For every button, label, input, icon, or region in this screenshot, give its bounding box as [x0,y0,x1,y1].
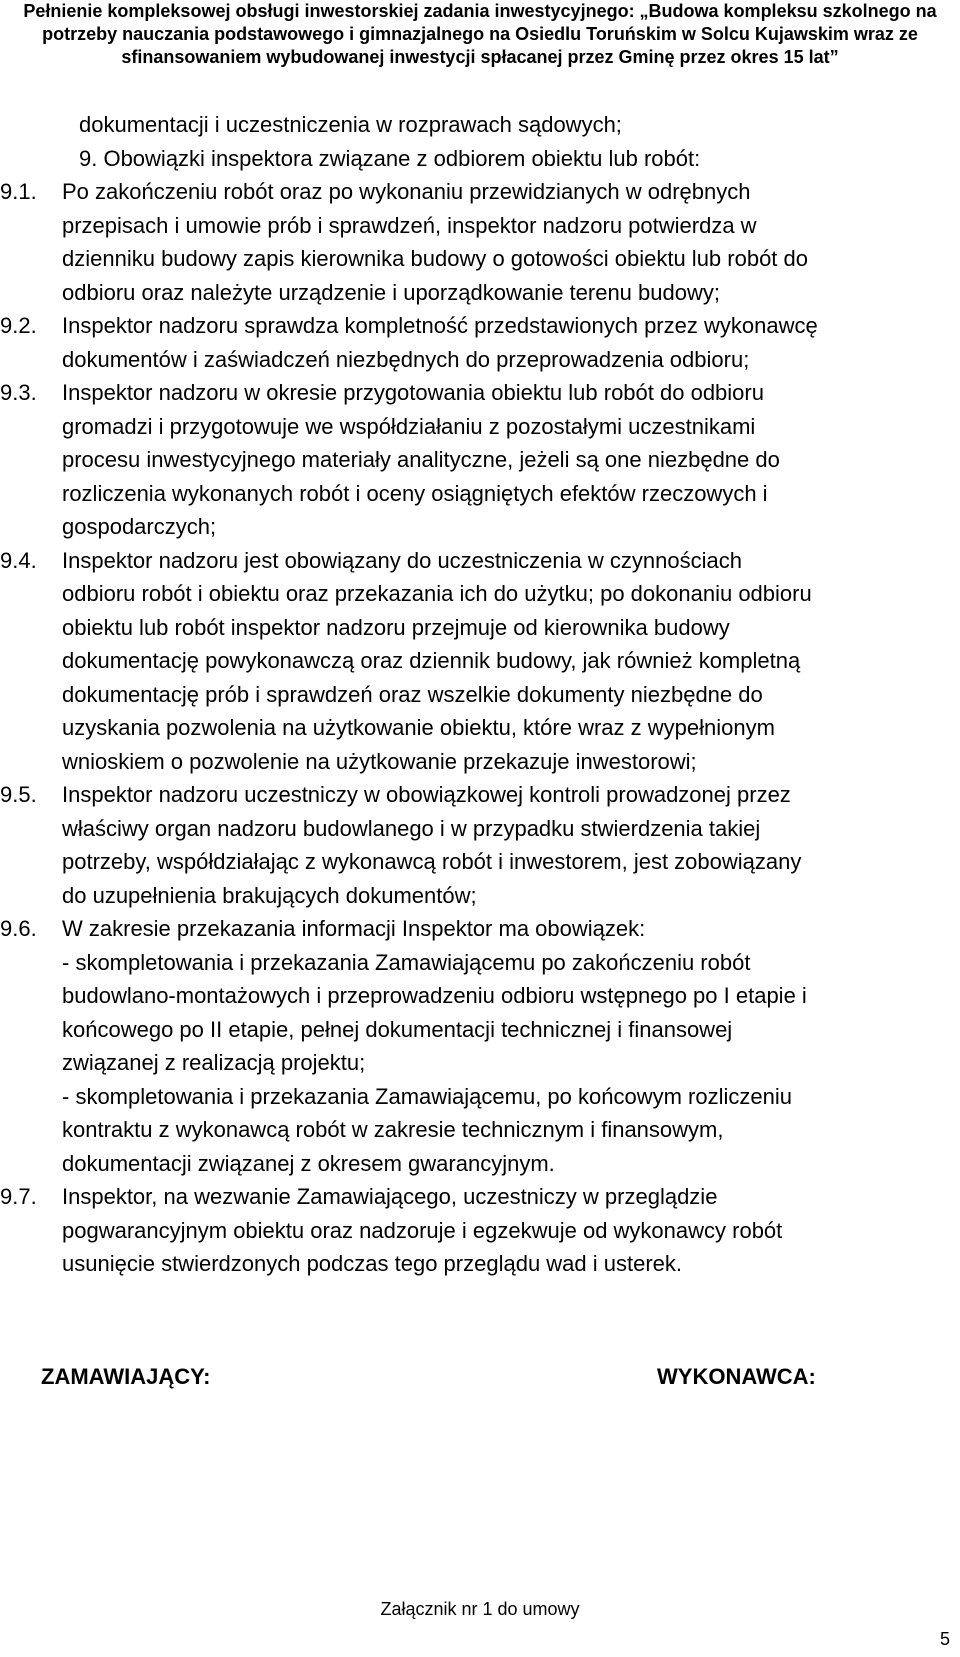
paragraph-line: gospodarczych; [62,514,217,539]
header-line: sfinansowaniem wybudowanej inwestycji spłacanej przez Gminę przez okres 15 lat” [121,47,839,67]
paragraph-number: 9.3. [0,380,37,405]
paragraph-line: odbioru robót i obiektu oraz przekazania ich do użytku; po dokonaniu odbioru [62,581,812,606]
paragraph-line: - skompletowania i przekazania Zamawiającemu po zakończeniu robót [62,949,751,975]
paragraph-9-1 [0,175,960,309]
paragraph-9-5 [0,778,960,912]
section-heading-text: 9. Obowiązki inspektora związane z odbiorem obiektu lub robót: [79,145,701,171]
paragraph-line: przepisach i umowie prób i sprawdzeń, inspektor nadzoru potwierdza w [62,212,757,238]
paragraph-line: usunięcie stwierdzonych podczas tego przeglądu wad i usterek. [62,1251,683,1276]
paragraph-line: Inspektor nadzoru sprawdza kompletność przedstawionych przez wykonawcę [62,313,818,338]
paragraph-number: 9.4. [0,547,37,573]
paragraph-number: 9.1. [0,179,37,204]
paragraph-line: dokumentację powykonawczą oraz dziennik budowy, jak również kompletną [62,648,801,673]
paragraph-line: procesu inwestycyjnego materiały analityczne, jeżeli są one niezbędne do [62,447,780,472]
paragraph-line: Po zakończeniu robót oraz po wykonaniu przewidzianych w odrębnych [62,179,751,204]
paragraph-line: właściwy organ nadzoru budowlanego i w przypadku stwierdzenia takiej [62,815,761,841]
paragraph-line: budowlano-montażowych i przeprowadzeniu odbioru wstępnego po I etapie i [62,983,807,1008]
lead-line [0,108,960,142]
paragraph-line: dzienniku budowy zapis kierownika budowy o gotowości obiektu lub robót do [62,246,809,271]
paragraph-line: dokumentację prób i sprawdzeń oraz wszelkie dokumenty niezbędne do [62,681,763,707]
paragraph-number: 9.2. [0,313,37,338]
header-line: potrzeby nauczania podstawowego i gimnazjalnego na Osiedlu Toruńskim w Solcu Kujawskim wraz ze [42,24,918,44]
document-body [0,108,960,1281]
paragraph-line: odbioru oraz należyte urządzenie i uporządkowanie terenu budowy; [62,279,720,305]
paragraph-line: rozliczenia wykonanych robót i oceny osiągniętych efektów rzeczowych i [62,480,768,506]
signature-label-contracting-party: ZAMAWIAJĄCY: [41,1364,211,1389]
signature-label-contractor: WYKONAWCA: [657,1364,816,1389]
paragraph-line: wnioskiem o pozwolenie na użytkowanie przekazuje inwestorowi; [62,748,697,774]
paragraph-line: obiektu lub robót inspektor nadzoru przejmuje od kierownika budowy [62,614,730,640]
paragraph-line: kontraktu z wykonawcą robót w zakresie technicznym i finansowym, [62,1117,724,1142]
footer-attachment-label: Załącznik nr 1 do umowy [380,1599,580,1619]
paragraph-number: 9.6. [0,916,37,941]
paragraph-line: Inspektor nadzoru uczestniczy w obowiązkowej kontroli prowadzonej przez [62,782,791,807]
paragraph-line: W zakresie przekazania informacji Inspektor ma obowiązek: [62,916,646,941]
paragraph-text [62,912,807,1180]
paragraph-9-6 [0,912,960,1180]
paragraph-line: Inspektor nadzoru w okresie przygotowania obiektu lub robót do odbioru [62,380,764,405]
paragraph-9-7 [0,1180,960,1281]
paragraph-line: gromadzi i przygotowuje we współdziałaniu z pozostałymi uczestnikami [62,413,756,439]
paragraph-9-3 [0,376,960,544]
paragraph-text [62,376,780,544]
paragraph-line: pogwarancyjnym obiektu oraz nadzoruje i egzekwuje od wykonawcy robót [62,1217,783,1243]
paragraph-line: związanej z realizacją projektu; [62,1050,366,1075]
page-number: 5 [940,1629,951,1649]
paragraph-line: dokumentacji związanej z okresem gwarancyjnym. [62,1150,555,1176]
paragraph-line: potrzeby, współdziałając z wykonawcą robót i inwestorem, jest zobowiązany [62,849,802,874]
section-heading [0,142,960,176]
paragraph-line: Inspektor nadzoru jest obowiązany do uczestniczenia w czynnościach [62,547,742,573]
paragraph-text [62,1180,782,1281]
paragraph-number: 9.7. [0,1184,37,1209]
paragraph-text [62,175,808,309]
paragraph-line: - skompletowania i przekazania Zamawiającemu, po końcowym rozliczeniu [62,1083,792,1109]
paragraph-number: 9.5. [0,782,37,807]
paragraph-text [62,309,818,376]
lead-line-text: dokumentacji i uczestniczenia w rozprawach sądowych; [79,112,622,137]
paragraph-line: końcowego po II etapie, pełnej dokumentacji technicznej i finansowej [62,1016,733,1042]
paragraph-line: do uzupełnienia brakujących dokumentów; [62,882,477,908]
paragraph-text [62,778,801,912]
paragraph-line: uzyskania pozwolenia na użytkowanie obiektu, które wraz z wypełnionym [62,715,775,740]
header-line: Pełnienie kompleksowej obsługi inwestorskiej zadania inwestycyjnego: „Budowa kompleksu szkolnego na [23,1,937,21]
paragraph-text [62,544,812,779]
paragraph-9-2 [0,309,960,376]
document-header [0,0,960,69]
paragraph-line: Inspektor, na wezwanie Zamawiającego, uczestniczy w przeglądzie [62,1184,718,1209]
paragraph-line: dokumentów i zaświadczeń niezbędnych do przeprowadzenia odbioru; [62,346,750,372]
paragraph-9-4 [0,544,960,779]
